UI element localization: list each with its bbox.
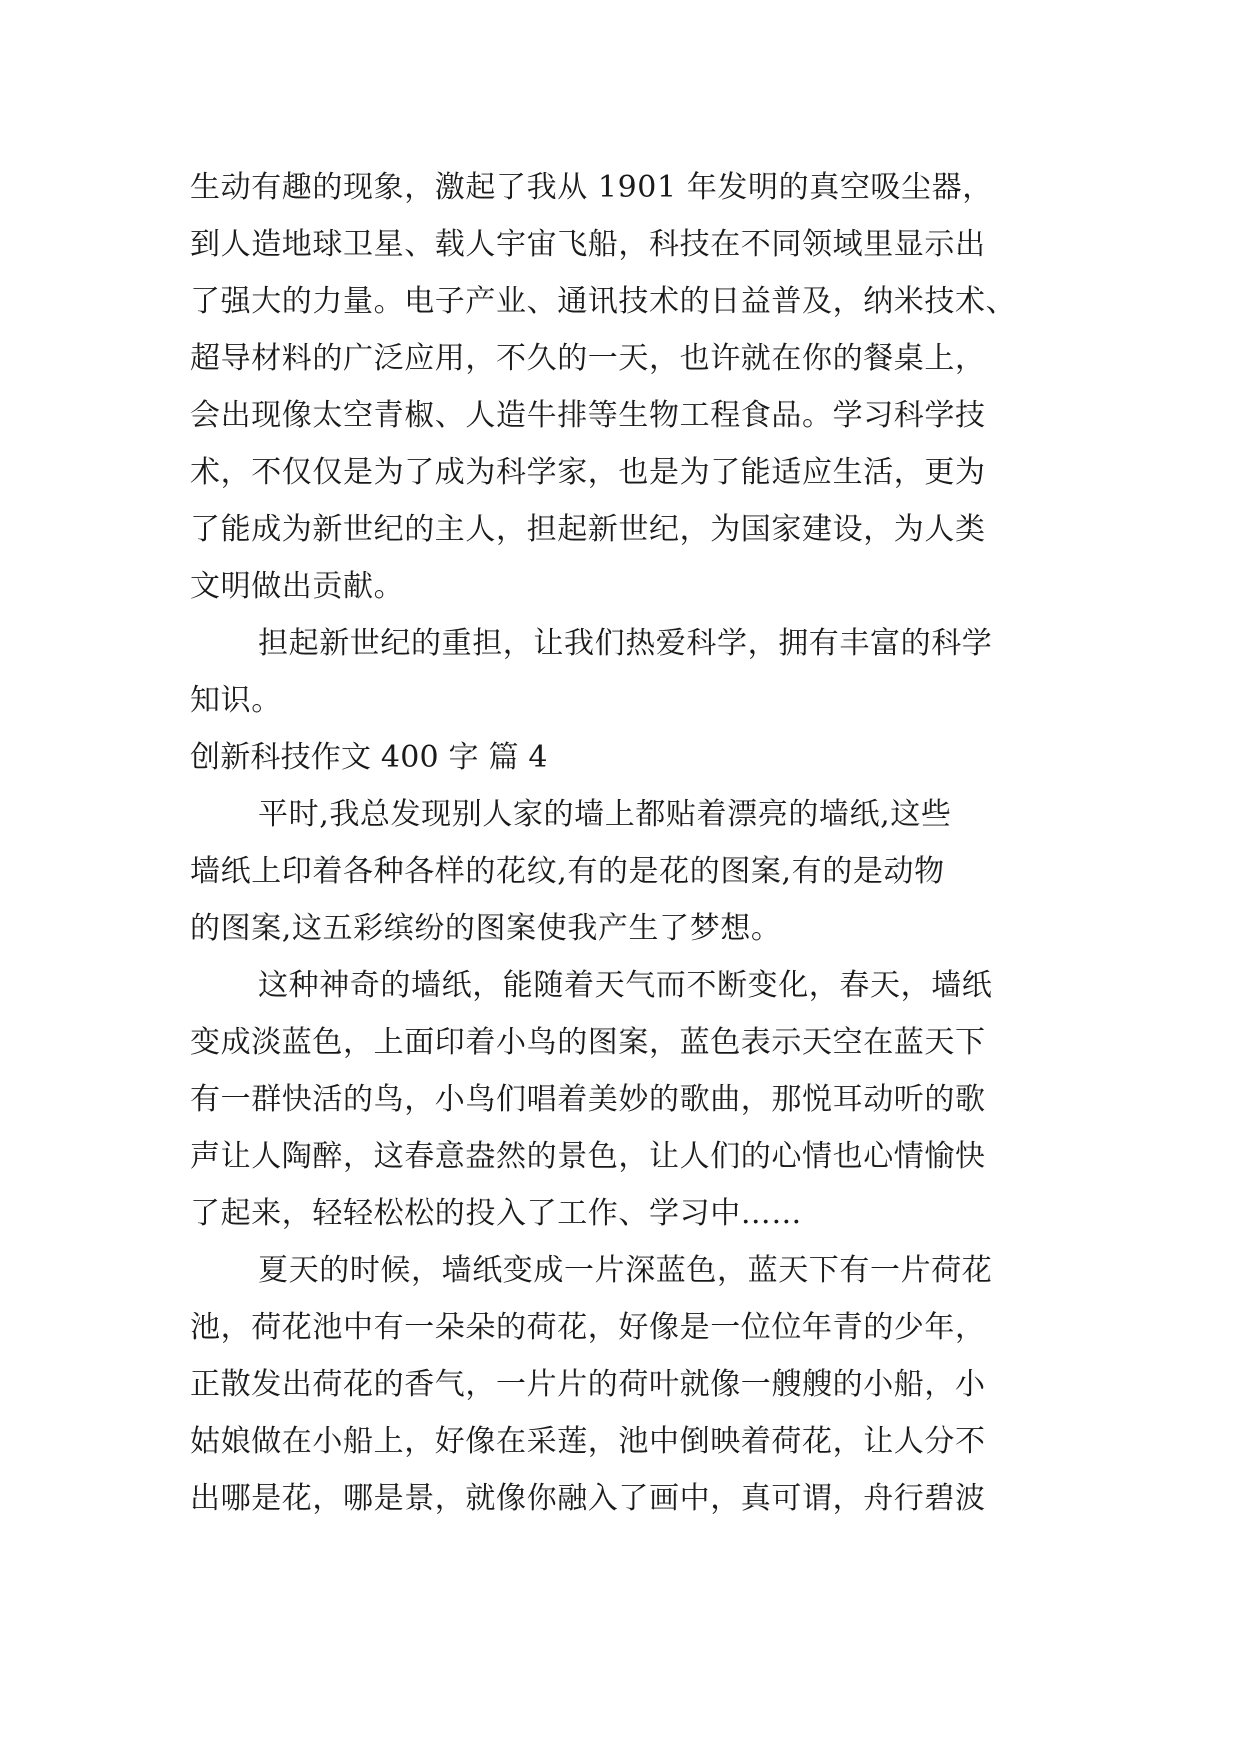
paragraph-line: 知识。 <box>190 683 282 718</box>
paragraph-line: 有一群快活的鸟，小鸟们唱着美妙的歌曲，那悦耳动听的歌 <box>190 1082 986 1117</box>
paragraph-line: 池，荷花池中有一朵朵的荷花，好像是一位位年青的少年， <box>190 1310 986 1345</box>
paragraph-line: 文明做出贡献。 <box>190 569 405 604</box>
paragraph-line: 平时,我总发现别人家的墙上都贴着漂亮的墙纸,这些 <box>258 797 952 832</box>
paragraph-line: 生动有趣的现象，激起了我从 1901 年发明的真空吸尘器， <box>190 170 993 205</box>
paragraph-line: 姑娘做在小船上，好像在采莲，池中倒映着荷花，让人分不 <box>190 1424 986 1459</box>
paragraph-line: 术，不仅仅是为了成为科学家，也是为了能适应生活，更为 <box>190 455 986 490</box>
paragraph-line: 超导材料的广泛应用，不久的一天，也许就在你的餐桌上， <box>190 341 986 376</box>
paragraph-line: 担起新世纪的重担，让我们热爱科学，拥有丰富的科学 <box>258 626 993 661</box>
paragraph-line: 变成淡蓝色，上面印着小鸟的图案，蓝色表示天空在蓝天下 <box>190 1025 986 1060</box>
paragraph-line: 了起来，轻轻松松的投入了工作、学习中…… <box>190 1196 802 1231</box>
paragraph-line: 的图案,这五彩缤纷的图案使我产生了梦想。 <box>190 911 782 946</box>
paragraph-line: 了强大的力量。电子产业、通讯技术的日益普及，纳米技术、 <box>190 284 1017 319</box>
paragraph-line: 正散发出荷花的香气，一片片的荷叶就像一艘艘的小船，小 <box>190 1367 986 1402</box>
paragraph-line: 到人造地球卫星、载人宇宙飞船，科技在不同领域里显示出 <box>190 227 986 262</box>
section-heading: 创新科技作文 400 字 篇 4 <box>190 740 548 775</box>
paragraph-line: 墙纸上印着各种各样的花纹,有的是花的图案,有的是动物 <box>190 854 945 889</box>
paragraph-line: 这种神奇的墙纸，能随着天气而不断变化，春天，墙纸 <box>258 968 993 1003</box>
paragraph-line: 声让人陶醉，这春意盎然的景色，让人们的心情也心情愉快 <box>190 1139 986 1174</box>
paragraph-line: 出哪是花，哪是景，就像你融入了画中，真可谓，舟行碧波 <box>190 1481 986 1516</box>
paragraph-line: 了能成为新世纪的主人，担起新世纪，为国家建设，为人类 <box>190 512 986 547</box>
paragraph-line: 夏天的时候，墙纸变成一片深蓝色，蓝天下有一片荷花 <box>258 1253 993 1288</box>
paragraph-line: 会出现像太空青椒、人造牛排等生物工程食品。学习科学技 <box>190 398 986 433</box>
